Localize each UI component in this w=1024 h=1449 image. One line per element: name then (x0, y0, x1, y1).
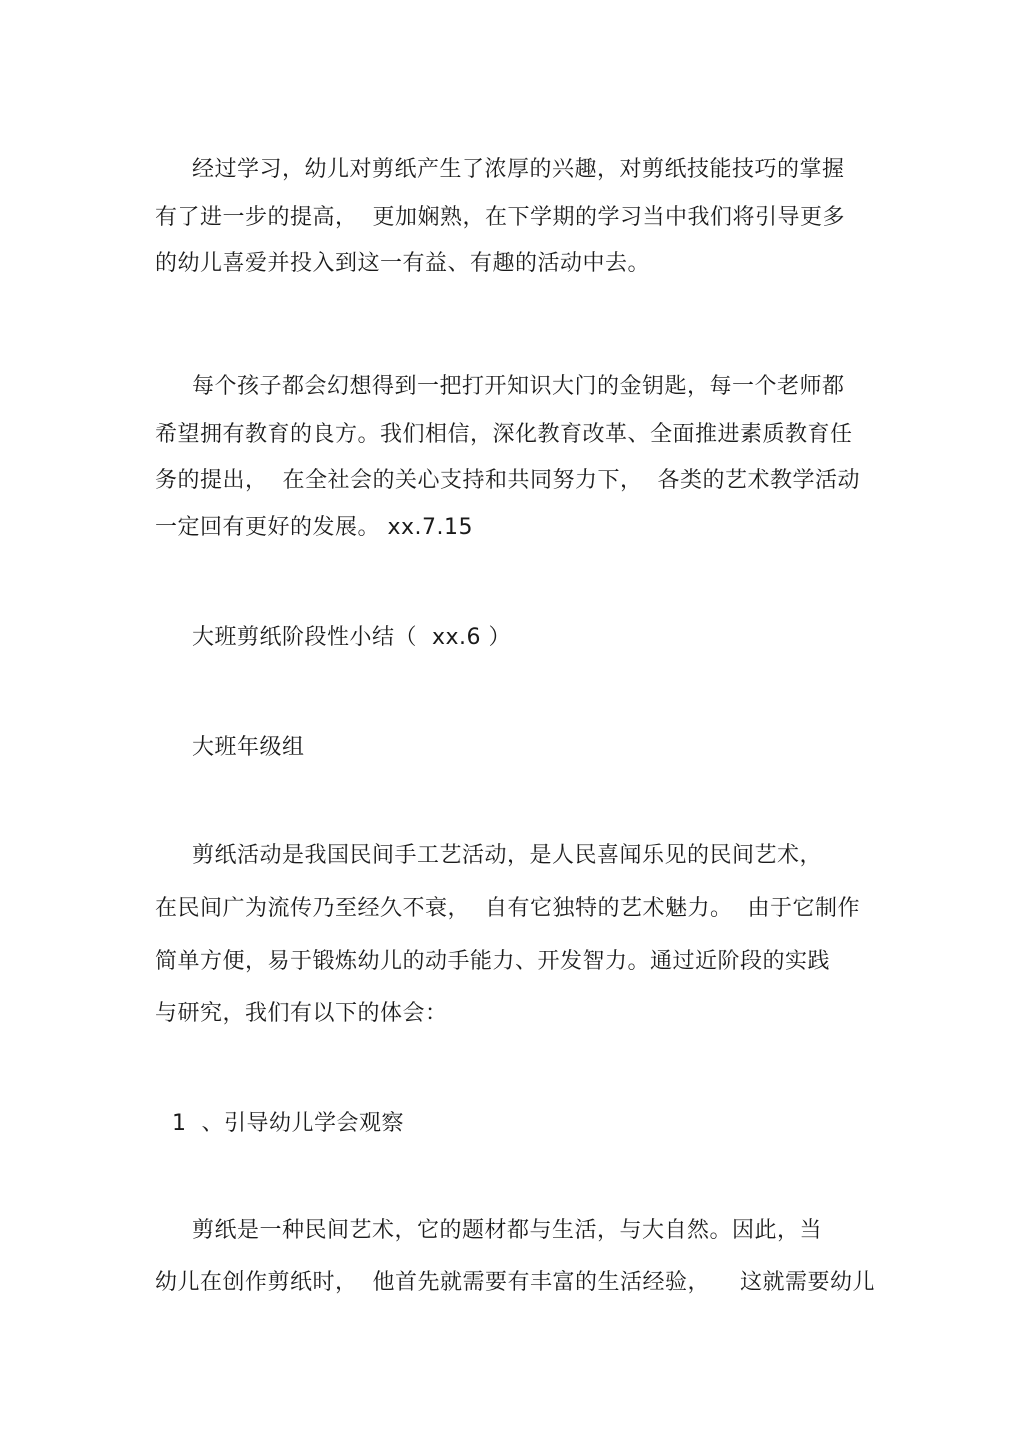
paragraph-1-line-1: 经过学习，幼儿对剪纸产生了浓厚的兴趣，对剪纸技能技巧的掌握 (192, 157, 845, 182)
paragraph-3-line-3: 简单方便，易于锻炼幼儿的动手能力、开发智力。通过近阶段的实践 (155, 949, 831, 974)
paragraph-3-line-1: 剪纸活动是我国民间手工艺活动，是人民喜闻乐见的民间艺术， (192, 843, 823, 868)
paragraph-1-line-2: 有了进一步的提高， 更加娴熟，在下学期的学习当中我们将引导更多 (155, 205, 845, 230)
paragraph-2-line-2: 希望拥有教育的良方。我们相信，深化教育改革、全面推进素质教育任 (155, 422, 853, 447)
numbered-heading-1: 1 、引导幼儿学会观察 (172, 1111, 404, 1136)
paragraph-2-line-1: 每个孩子都会幻想得到一把打开知识大门的金钥匙，每一个老师都 (192, 374, 845, 399)
paragraph-2-line-3: 务的提出， 在全社会的关心支持和共同努力下， 各类的艺术教学活动 (155, 468, 860, 493)
paragraph-4-line-1: 剪纸是一种民间艺术，它的题材都与生活，与大自然。因此，当 (192, 1218, 823, 1243)
paragraph-4-line-2: 幼儿在创作剪纸时， 他首先就需要有丰富的生活经验， 这就需要幼儿 (155, 1270, 875, 1295)
paragraph-1-line-3: 的幼儿喜爱并投入到这一有益、有趣的活动中去。 (155, 251, 651, 276)
paragraph-3-line-2: 在民间广为流传乃至经久不衰， 自有它独特的艺术魅力。 由于它制作 (155, 896, 860, 921)
paragraph-3-line-4: 与研究，我们有以下的体会： (155, 1001, 448, 1026)
paragraph-2-line-4: 一定回有更好的发展。 xx.7.15 (155, 515, 474, 540)
section-title: 大班剪纸阶段性小结（ xx.6 ） (192, 625, 512, 650)
author-group: 大班年级组 (192, 735, 305, 760)
